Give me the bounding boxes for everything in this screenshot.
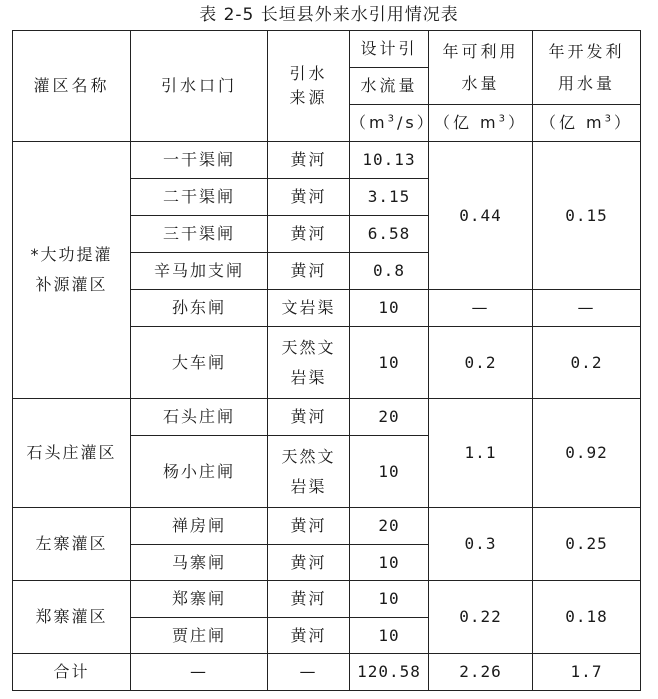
water-usage-table — [12, 30, 641, 691]
avail-unit-post: ） — [508, 113, 528, 132]
header-source-line1: 引水 — [289, 64, 328, 83]
header-avail-unit — [429, 105, 533, 142]
inlet-cell: 马寨闸 — [131, 545, 268, 581]
inlet-cell: 郑寨闸 — [131, 581, 268, 618]
flow-cell: 0.8 — [350, 253, 429, 290]
source-cell: 黄河 — [268, 399, 350, 436]
inlet-cell: 二干渠闸 — [131, 179, 268, 216]
dev-unit-pre: （亿 m — [539, 113, 605, 132]
source-cell: 黄河 — [268, 581, 350, 618]
avail-cell: 0.44 — [429, 142, 533, 290]
header-flow-line1: 设计引 — [350, 31, 429, 68]
inlet-cell: 贾庄闸 — [131, 618, 268, 654]
inlet-cell: 辛马加支闸 — [131, 253, 268, 290]
dev-cell: 0.25 — [533, 508, 641, 581]
inlet-cell: 孙东闸 — [131, 290, 268, 327]
inlet-cell: 石头庄闸 — [131, 399, 268, 436]
dev-cell: 0.18 — [533, 581, 641, 654]
avail-cell: 0.22 — [429, 581, 533, 654]
header-avail-line2: 水量 — [461, 73, 500, 93]
avail-unit-exp: 3 — [498, 113, 509, 125]
flow-unit-exp: 3 — [387, 113, 397, 125]
district-zhengzhai: 郑寨灌区 — [13, 581, 131, 654]
total-source: — — [268, 654, 350, 691]
dev-cell: 0.2 — [533, 327, 641, 399]
source-cell-text: 天然文岩渠 — [281, 337, 336, 387]
source-cell — [268, 327, 350, 399]
avail-cell: 0.3 — [429, 508, 533, 581]
header-inlet: 引水口门 — [131, 31, 268, 142]
district-dagongti-label: *大功提灌补源灌区 — [30, 245, 113, 294]
header-dev-unit — [533, 105, 641, 142]
avail-cell: 0.2 — [429, 327, 533, 399]
total-avail: 2.26 — [429, 654, 533, 691]
flow-cell: 10 — [350, 436, 429, 508]
avail-unit-pre: （亿 m — [433, 113, 499, 132]
total-flow: 120.58 — [350, 654, 429, 691]
total-dev: 1.7 — [533, 654, 641, 691]
district-dagongti — [13, 142, 131, 399]
flow-cell: 3.15 — [350, 179, 429, 216]
table-row — [13, 399, 641, 436]
inlet-cell: 三干渠闸 — [131, 216, 268, 253]
inlet-cell: 杨小庄闸 — [131, 436, 268, 508]
district-zuozhai: 左寨灌区 — [13, 508, 131, 581]
table-title: 表 2-5 长垣县外来水引用情况表 — [199, 5, 459, 25]
total-inlet: — — [131, 654, 268, 691]
source-cell: 文岩渠 — [268, 290, 350, 327]
total-row — [13, 654, 641, 691]
header-district: 灌区名称 — [13, 31, 131, 142]
table-row — [13, 581, 641, 618]
header-source-line2: 来源 — [289, 88, 328, 107]
flow-cell: 20 — [350, 508, 429, 545]
flow-unit-post: /s） — [396, 113, 436, 132]
flow-unit-pre: （m — [350, 113, 388, 132]
flow-cell: 10 — [350, 327, 429, 399]
source-cell-text: 天然文岩渠 — [281, 446, 336, 496]
inlet-cell: 禅房闸 — [131, 508, 268, 545]
inlet-cell: 一干渠闸 — [131, 142, 268, 179]
header-flow-line2: 水流量 — [350, 68, 429, 105]
dev-cell: 0.15 — [533, 142, 641, 290]
header-source — [268, 31, 350, 142]
dev-unit-post: ） — [614, 113, 634, 132]
source-cell: 黄河 — [268, 508, 350, 545]
header-row — [13, 31, 641, 68]
header-avail-line1: 年可利用 — [442, 41, 519, 61]
flow-cell: 20 — [350, 399, 429, 436]
source-cell — [268, 436, 350, 508]
dev-unit-exp: 3 — [604, 113, 615, 125]
table-row — [13, 142, 641, 179]
flow-cell: 10.13 — [350, 142, 429, 179]
flow-cell: 10 — [350, 545, 429, 581]
header-avail — [429, 31, 533, 105]
district-shitouzhuang: 石头庄灌区 — [13, 399, 131, 508]
flow-cell: 10 — [350, 581, 429, 618]
flow-cell: 10 — [350, 290, 429, 327]
flow-cell: 6.58 — [350, 216, 429, 253]
source-cell: 黄河 — [268, 545, 350, 581]
header-dev-line2: 用水量 — [557, 73, 615, 93]
dev-cell: 0.92 — [533, 399, 641, 508]
dev-cell: — — [533, 290, 641, 327]
total-label: 合计 — [13, 654, 131, 691]
source-cell: 黄河 — [268, 179, 350, 216]
source-cell: 黄河 — [268, 216, 350, 253]
avail-cell: 1.1 — [429, 399, 533, 508]
header-dev-line1: 年开发利 — [548, 41, 625, 61]
avail-cell: — — [429, 290, 533, 327]
inlet-cell: 大车闸 — [131, 327, 268, 399]
source-cell: 黄河 — [268, 618, 350, 654]
table-row — [13, 508, 641, 545]
header-flow-unit — [350, 105, 436, 142]
source-cell: 黄河 — [268, 253, 350, 290]
source-cell: 黄河 — [268, 142, 350, 179]
flow-cell: 10 — [350, 618, 429, 654]
header-dev — [533, 31, 641, 105]
